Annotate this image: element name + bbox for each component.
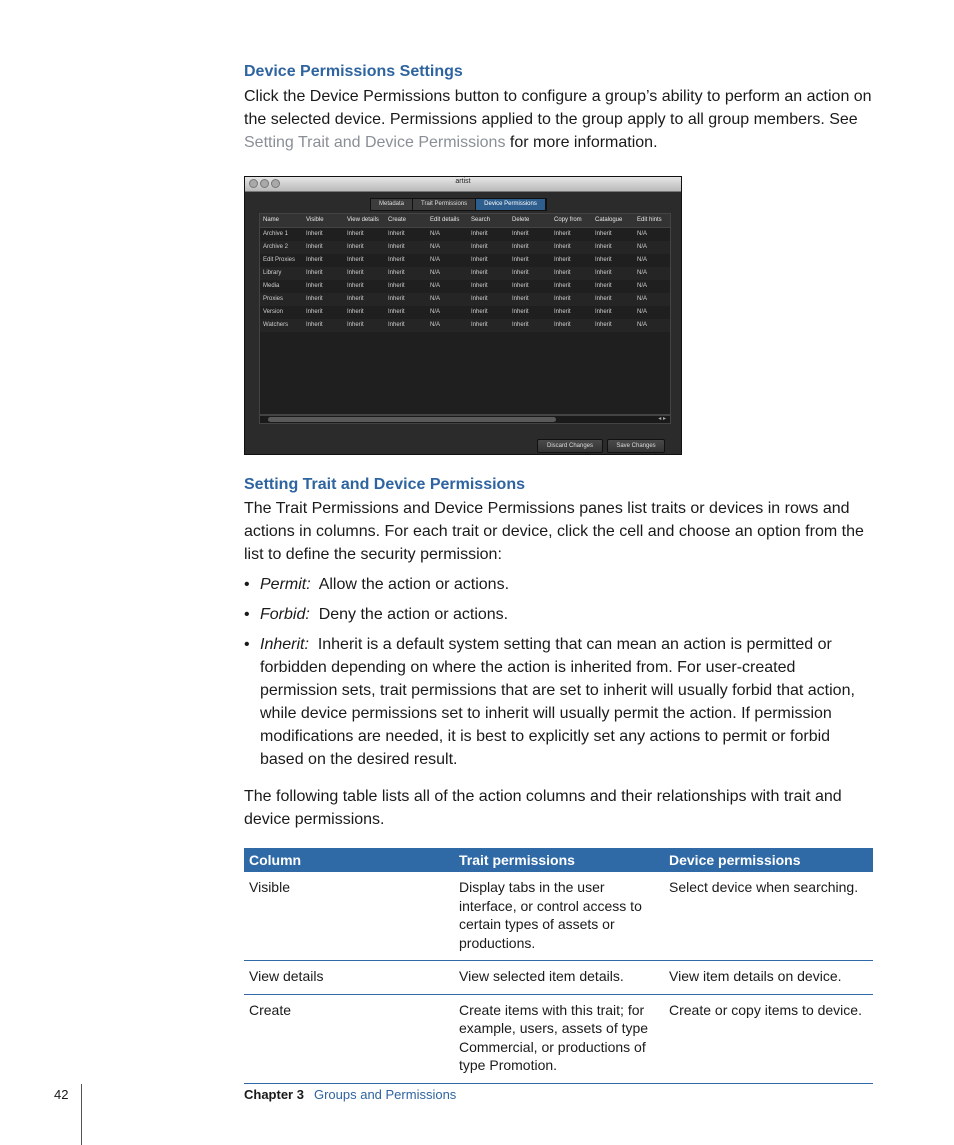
grid-cell[interactable]: Inherit [554,257,571,263]
device-permissions-grid [259,213,671,415]
grid-row[interactable] [260,306,670,319]
grid-cell[interactable]: Inherit [595,244,612,250]
grid-row[interactable] [260,228,670,241]
grid-cell[interactable]: Inherit [471,283,488,289]
grid-cell[interactable]: Inherit [554,244,571,250]
window-title: artist [455,178,471,185]
grid-cell[interactable]: Media [263,283,280,289]
option-term: Inherit: [260,636,309,653]
scrollbar-thumb[interactable] [268,417,556,422]
grid-cell[interactable]: N/A [430,257,441,263]
permission-options-list [244,573,876,778]
grid-row[interactable] [260,241,670,254]
grid-cell[interactable]: Inherit [306,257,323,263]
grid-row[interactable] [260,254,670,267]
chapter-title: Groups and Permissions [313,1087,457,1102]
tab-device-permissions[interactable]: Device Permissions [476,199,546,210]
discard-changes-button[interactable]: Discard Changes [537,439,603,453]
table-header-row [244,848,873,872]
grid-cell[interactable]: Inherit [388,231,405,237]
table-cell: Visible [244,872,454,961]
grid-cell[interactable]: Archive 2 [263,244,289,250]
grid-column-header: Create [388,217,407,223]
grid-cell[interactable]: Inherit [306,296,323,302]
chapter-footer [244,1087,456,1102]
table-cell: View selected item details. [454,961,664,995]
grid-cell[interactable]: Library [263,270,282,276]
footer-divider [81,1084,82,1145]
grid-column-header: Search [471,217,491,223]
bullet-icon: • [244,606,250,623]
grid-cell[interactable]: Inherit [388,270,405,276]
window-titlebar [245,177,681,192]
grid-cell[interactable]: Inherit [347,231,364,237]
grid-cell[interactable]: Inherit [471,244,488,250]
grid-cell[interactable]: Proxies [263,296,284,302]
grid-cell[interactable]: Inherit [471,322,488,328]
grid-cell[interactable]: Inherit [306,309,323,315]
grid-cell[interactable]: N/A [637,257,648,263]
grid-column-header: Visible [306,217,324,223]
tab-metadata[interactable]: Metadata [371,199,413,210]
table-row [244,994,873,1083]
list-item [244,633,876,771]
column-header: Trait permissions [454,848,664,872]
grid-cell[interactable]: N/A [637,270,648,276]
grid-column-header: Catalogue [595,217,623,223]
grid-cell[interactable]: Inherit [512,322,529,328]
save-changes-button[interactable]: Save Changes [607,439,665,453]
table-cell: Display tabs in the user interface, or control access to certain types of assets or productions. [454,872,664,961]
grid-cell[interactable]: N/A [637,283,648,289]
grid-cell[interactable]: Inherit [595,231,612,237]
grid-cell[interactable]: Inherit [554,231,571,237]
grid-cell[interactable]: N/A [637,322,648,328]
permissions-intro-paragraph: The Trait Permissions and Device Permissions panes list traits or devices in rows and actions in columns. For each trait or device, click the cell and choose an option from the list to define the security permission: [244,500,864,563]
grid-column-header: Name [263,217,280,223]
grid-cell[interactable]: Inherit [554,309,571,315]
grid-cell[interactable]: N/A [430,296,441,302]
grid-cell[interactable]: Edit Proxies [263,257,296,263]
grid-cell[interactable]: N/A [430,283,441,289]
horizontal-scrollbar[interactable] [259,415,671,424]
grid-cell[interactable]: Inherit [388,244,405,250]
grid-cell[interactable]: N/A [637,244,648,250]
grid-cell[interactable]: Inherit [388,322,405,328]
grid-cell[interactable]: N/A [430,231,441,237]
grid-cell[interactable]: Inherit [347,270,364,276]
grid-cell[interactable]: Version [263,309,284,315]
grid-cell[interactable]: N/A [637,231,648,237]
grid-cell[interactable]: Archive 1 [263,231,289,237]
grid-cell[interactable]: Inherit [595,257,612,263]
option-term: Forbid: [260,606,310,623]
grid-cell[interactable]: Inherit [347,296,364,302]
artist-window-screenshot [244,176,682,455]
grid-cell[interactable]: Inherit [388,309,405,315]
grid-cell[interactable]: Inherit [347,283,364,289]
option-text: Inherit is a default system setting that can mean an action is permitted or forbidden depending on where the action is inherited from. For user-created permission sets, trait permissions that are set to inherit will usually forbid that action, while device permissions set to inherit will usually permit the action. If permission modifications are needed, it is best to explicitly set any actions to permit or forbid based on the desired result. [260,636,855,768]
cross-reference-link[interactable]: Setting Trait and Device Permissions [244,134,506,151]
grid-cell[interactable]: N/A [430,244,441,250]
grid-cell[interactable]: Inherit [306,244,323,250]
grid-cell[interactable]: Inherit [554,283,571,289]
grid-cell[interactable]: Inherit [471,270,488,276]
grid-row[interactable] [260,280,670,293]
grid-row[interactable] [260,267,670,280]
grid-cell[interactable]: Inherit [595,322,612,328]
grid-cell[interactable]: Inherit [471,309,488,315]
grid-cell[interactable]: N/A [430,322,441,328]
grid-cell[interactable]: Inherit [554,322,571,328]
grid-cell[interactable]: Inherit [595,270,612,276]
column-header: Device permissions [664,848,873,872]
grid-column-header: Delete [512,217,530,223]
grid-cell[interactable]: Inherit [512,283,529,289]
grid-cell[interactable]: Inherit [388,257,405,263]
pane-tabs [370,198,547,211]
grid-cell[interactable]: Inherit [471,231,488,237]
table-cell: View item details on device. [664,961,873,995]
grid-cell[interactable]: Inherit [512,270,529,276]
grid-column-header: Copy from [554,217,582,223]
table-cell: Create items with this trait; for example, users, assets of type Commercial, or productions of type Promotion. [454,994,664,1083]
grid-row[interactable] [260,293,670,306]
table-row [244,961,873,995]
grid-cell[interactable]: Inherit [512,244,529,250]
grid-cell[interactable]: Inherit [595,283,612,289]
bullet-icon: • [244,636,250,653]
grid-cell[interactable]: Inherit [471,296,488,302]
grid-cell[interactable]: Inherit [347,322,364,328]
grid-cell[interactable]: N/A [637,309,648,315]
list-item [244,573,876,596]
paragraph-text-end: for more information. [505,134,658,151]
table-cell: Create [244,994,454,1083]
grid-column-header: View details [347,217,379,223]
grid-cell[interactable]: Inherit [347,309,364,315]
grid-cell[interactable]: Inherit [595,296,612,302]
table-row [244,872,873,961]
grid-cell[interactable]: Inherit [512,309,529,315]
table-cell: Select device when searching. [664,872,873,961]
bullet-icon: • [244,576,250,593]
grid-cell[interactable]: Inherit [306,283,323,289]
grid-row[interactable] [260,319,670,332]
grid-column-header: Edit hints [637,217,662,223]
tab-trait-permissions[interactable]: Trait Permissions [413,199,476,210]
table-intro-paragraph: The following table lists all of the action columns and their relationships with trait and device permissions. [244,788,842,828]
scroll-arrows-icon[interactable]: ◂ ▸ [658,416,666,422]
grid-cell[interactable]: Inherit [595,309,612,315]
chapter-label: Chapter 3 [244,1087,304,1102]
grid-cell[interactable]: N/A [430,270,441,276]
grid-cell[interactable]: Inherit [388,296,405,302]
grid-cell[interactable]: Inherit [388,283,405,289]
grid-header-row [260,214,670,228]
grid-cell[interactable]: Inherit [554,296,571,302]
section-heading-setting-permissions: Setting Trait and Device Permissions [244,476,525,493]
grid-cell[interactable]: Inherit [347,257,364,263]
action-columns-table [244,848,873,1084]
grid-cell[interactable]: Inherit [512,296,529,302]
grid-column-header: Edit details [430,217,460,223]
grid-cell[interactable]: Inherit [347,244,364,250]
option-term: Permit: [260,576,311,593]
list-item [244,603,876,626]
table-cell: View details [244,961,454,995]
paragraph-text: Click the Device Permissions button to configure a group’s ability to perform an action on the selected device. Permissions applied to the group apply to all group members. See [244,88,872,128]
grid-cell[interactable]: Inherit [471,257,488,263]
grid-cell[interactable]: Inherit [306,270,323,276]
grid-cell[interactable]: Inherit [512,231,529,237]
grid-cell[interactable]: N/A [637,296,648,302]
option-text: Deny the action or actions. [318,606,509,623]
page-number: 42 [54,1087,69,1102]
device-permissions-paragraph [244,85,876,154]
grid-cell[interactable]: Inherit [512,257,529,263]
grid-cell[interactable]: Watchers [263,322,289,328]
option-text: Allow the action or actions. [318,576,510,593]
section-heading-device-permissions: Device Permissions Settings [244,63,463,80]
grid-cell[interactable]: Inherit [306,231,323,237]
grid-cell[interactable]: N/A [430,309,441,315]
grid-cell[interactable]: Inherit [554,270,571,276]
column-header: Column [244,848,454,872]
table-cell: Create or copy items to device. [664,994,873,1083]
grid-cell[interactable]: Inherit [306,322,323,328]
